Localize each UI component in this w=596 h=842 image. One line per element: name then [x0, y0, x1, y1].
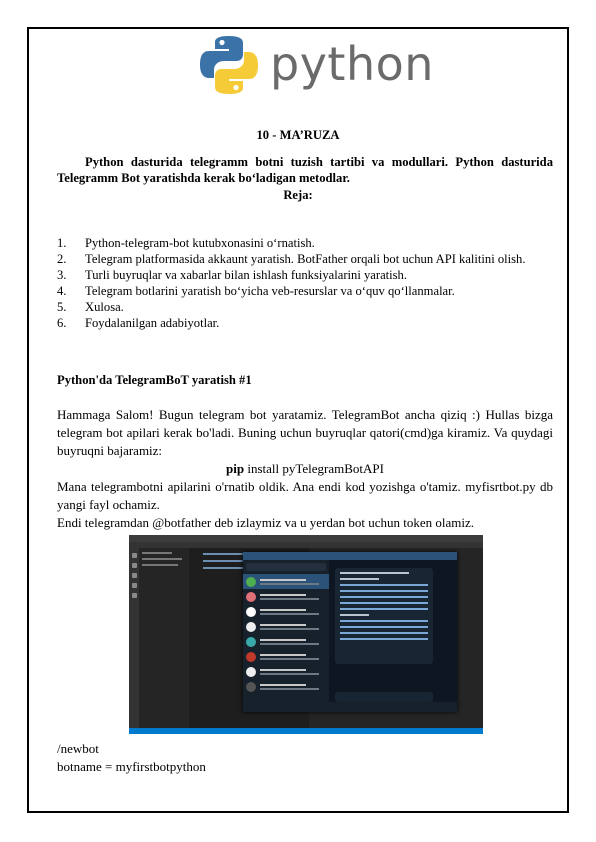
newbot-command: /newbot: [57, 741, 99, 756]
list-item: 5. Xulosa.: [57, 300, 124, 314]
list-item: [243, 679, 329, 694]
botfather-commands: [57, 740, 553, 776]
python-logo-icon: [198, 34, 260, 96]
list-item: [243, 619, 329, 634]
status-bar: [129, 728, 483, 734]
botfather-paragraph: Endi telegramdan @botfather deb izlaymiz va u yerdan bot uchun token olamiz.: [57, 515, 474, 530]
telegram-conversation: [329, 560, 457, 712]
section-title: Python'da TelegramBoT yaratish #1: [57, 373, 252, 387]
list-item: [243, 634, 329, 649]
python-logo: [198, 34, 438, 98]
explorer-sidebar: [139, 548, 189, 728]
list-item: 3. Turli buyruqlar va xabarlar bilan ishlash funksiyalarini yaratish.: [57, 268, 408, 282]
intro-paragraph: Hammaga Salom! Bugun telegram bot yaratamiz. TelegramBot ancha qiziq :) Hullas bizga telegram bot apilari kerak bo'ladi. Buning uchun buyruqlar qatori(cmd)ga kiramiz. Va quydagi buyruqni bajaramiz:: [57, 407, 553, 458]
window-titlebar: [129, 535, 483, 542]
telegram-search: [246, 563, 326, 571]
plan-title: Reja:: [283, 188, 313, 202]
activity-bar: [129, 548, 139, 728]
telegram-window: [243, 552, 457, 712]
section-body: [57, 406, 553, 532]
list-item: 1. Python-telegram-bot kutubxonasini o‘rnatish.: [57, 236, 315, 250]
vscode-telegram-screenshot: [129, 535, 483, 734]
list-item: 2. Telegram platformasida akkaunt yaratish. BotFather orqali bot uchun API kalitini olish.: [57, 251, 553, 267]
message-bubble: [335, 692, 433, 702]
list-item: [243, 574, 329, 589]
telegram-chat-list: [243, 560, 329, 712]
plan-list: [57, 235, 553, 331]
list-item: [243, 589, 329, 604]
list-item: [243, 664, 329, 679]
install-note-paragraph: Mana telegrambotni apilarini o'rnatib oldik. Ana endi kod yozishga o'tamiz. myfisrtbot.py db yangi fayl ochamiz.: [57, 479, 553, 512]
python-wordmark: python: [270, 37, 434, 91]
message-input: [329, 702, 457, 712]
list-item: 4. Telegram botlarini yaratish bo‘yicha veb-resurslar va o‘quv qo‘llanmalar.: [57, 284, 455, 298]
lecture-topic: Python dasturida telegramm botni tuzish tartibi va modullari. Python dasturida Telegramm Bot yaratishda kerak bo‘ladigan metodlar.: [57, 155, 553, 185]
telegram-header: [243, 552, 457, 560]
list-item: [243, 604, 329, 619]
botfather-message: [335, 568, 433, 664]
plan-item-2-text: Telegram platformasida akkaunt yaratish. BotFather orqali bot uchun API kalitini olish.: [85, 252, 526, 266]
botname-line: botname = myfirstbotpython: [57, 759, 206, 774]
list-item: 6. Foydalanilgan adabiyotlar.: [57, 316, 220, 330]
install-command: pip install pyTelegramBotAPI: [226, 461, 384, 476]
list-item: [243, 649, 329, 664]
lecture-number: 10 - MA’RUZA: [256, 128, 340, 142]
